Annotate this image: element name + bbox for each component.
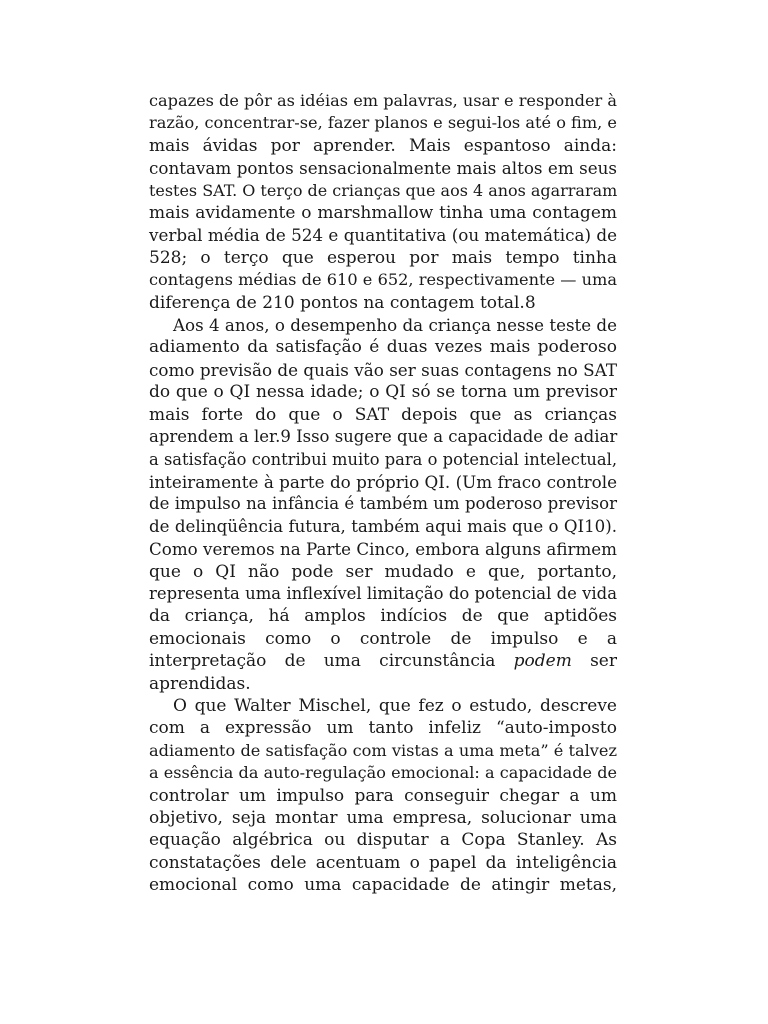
text-line: razão, concentrar-se, fazer planos e segui-los até o fim, e — [149, 113, 617, 133]
text-line: adiamento da satisfação é duas vezes mais poderoso — [149, 337, 617, 358]
emphasis-word: podem — [513, 651, 572, 672]
text-line: contavam pontos sensacionalmente mais altos em seus — [149, 158, 617, 179]
text-line: mais avidamente o marshmallow tinha uma contagem — [149, 203, 617, 224]
text-line: emocional como uma capacidade de atingir metas, — [149, 875, 617, 896]
text-line: equação algébrica ou disputar a Copa Stanley. As — [149, 830, 617, 851]
text-line: Como veremos na Parte Cinco, embora alguns afirmem — [149, 539, 617, 560]
text-line: a satisfação contribui muito para o potencial intelectual, — [149, 449, 617, 469]
text-line: a essência da auto-regulação emocional: a capacidade de — [149, 763, 617, 783]
text-line: aprendidas. — [149, 673, 251, 694]
text-line: aprendem a ler.9 Isso sugere que a capacidade de adiar — [149, 427, 618, 447]
text-line: do que o QI nessa idade; o QI só se torna um previsor — [149, 382, 617, 403]
document-page — [149, 90, 617, 897]
text-line: Aos 4 anos, o desempenho da criança nesse teste de — [173, 315, 617, 336]
text-line: diferença de 210 pontos na contagem total.8 — [149, 292, 536, 313]
text-line: controlar um impulso para conseguir chegar a um — [149, 785, 617, 806]
text-line: como previsão de quais vão ser suas contagens no SAT — [149, 359, 617, 380]
text-line: inteiramente à parte do próprio QI. (Um fraco controle — [149, 471, 617, 492]
text-line: adiamento de satisfação com vistas a uma meta” é talvez — [149, 740, 617, 760]
text-line: 528; o terço que esperou por mais tempo tinha — [149, 247, 617, 268]
text-line: que o QI não pode ser mudado e que, portanto, — [149, 561, 617, 582]
text-line: mais forte do que o SAT depois que as crianças — [149, 404, 617, 425]
text-segment: interpretação de uma circunstância — [149, 651, 496, 672]
text-line: de delinqüência futura, também aqui mais que o QI10). — [149, 516, 617, 536]
text-line: com a expressão um tanto infeliz “auto-imposto — [149, 718, 617, 739]
paragraph-1 — [149, 90, 617, 314]
paragraph-2 — [149, 314, 617, 695]
text-line: O que Walter Mischel, que fez o estudo, descreve — [173, 695, 617, 716]
text-line: emocionais como o controle de impulso e a — [149, 628, 617, 649]
text-line: objetivo, seja montar uma empresa, solucionar uma — [149, 808, 617, 828]
text-line: contagens médias de 610 e 652, respectivamente — uma — [149, 270, 617, 290]
text-line-with-emphasis — [149, 650, 617, 672]
paragraph-3 — [149, 695, 617, 897]
text-line: testes SAT. O terço de crianças que aos 4 anos agarraram — [149, 180, 618, 200]
text-line: capazes de pôr as idéias em palavras, usar e responder à — [149, 91, 617, 110]
text-line: verbal média de 524 e quantitativa (ou matemática) de — [149, 225, 617, 246]
text-segment: ser — [590, 651, 617, 672]
text-line: constatações dele acentuam o papel da inteligência — [149, 852, 617, 873]
text-line: da criança, há amplos indícios de que aptidões — [149, 606, 617, 627]
text-line: representa uma inflexível limitação do potencial de vida — [149, 583, 617, 603]
text-line: de impulso na infância é também um poderoso previsor — [149, 494, 617, 514]
text-line: mais ávidas por aprender. Mais espantoso ainda: — [149, 135, 617, 156]
